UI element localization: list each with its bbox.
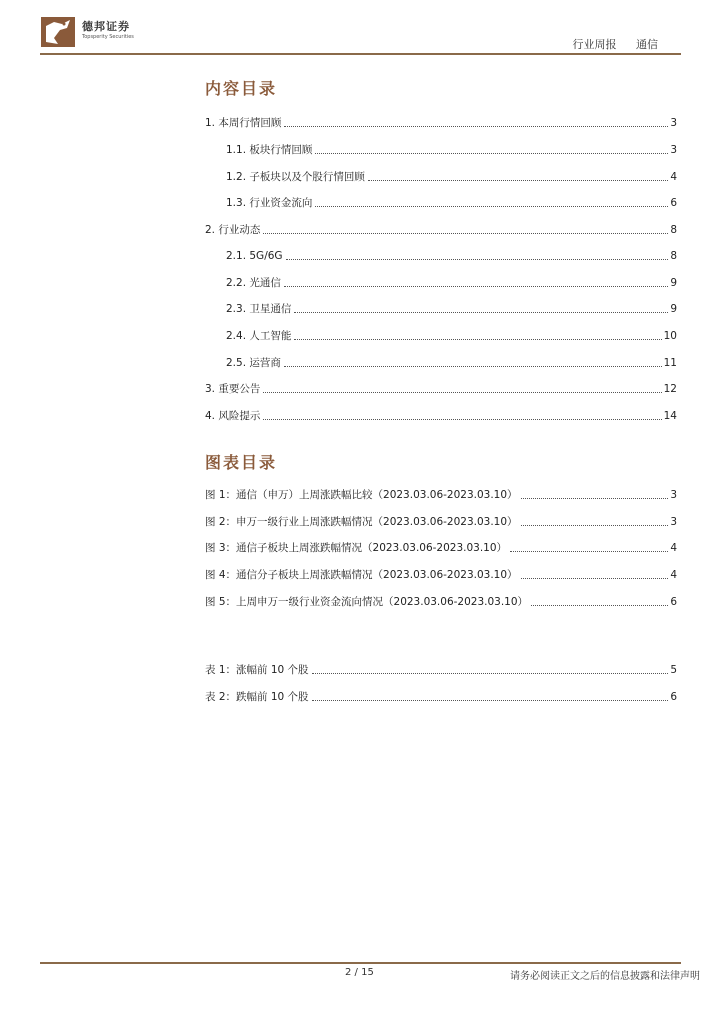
toc-item-page: 3 (670, 144, 677, 156)
toc-leader (294, 312, 668, 313)
toc-item-label: 2.3. 卫星通信 (226, 303, 292, 315)
toc-item[interactable] (226, 249, 677, 263)
report-type-label: 行业周报 (572, 38, 617, 51)
table-item[interactable] (205, 663, 677, 677)
figure-item-page: 3 (670, 489, 677, 501)
toc-item[interactable] (226, 302, 677, 316)
figure-item[interactable] (205, 515, 677, 529)
toc-leader (521, 578, 669, 579)
toc-item-page: 9 (670, 277, 677, 289)
table-item-page: 6 (670, 691, 677, 703)
toc-item-page: 14 (663, 410, 677, 422)
toc-leader (263, 392, 661, 393)
toc-item[interactable] (205, 409, 677, 423)
figure-item[interactable] (205, 568, 677, 582)
toc-item-page: 8 (670, 224, 677, 236)
toc-item-page: 12 (663, 383, 677, 395)
toc-item[interactable] (205, 382, 677, 396)
toc-leader (521, 498, 669, 499)
toc-item-page: 6 (670, 197, 677, 209)
figures-title: 图表目录 (205, 453, 278, 472)
figure-item-page: 4 (670, 569, 677, 581)
toc-leader (286, 259, 669, 260)
table-item-label: 表 2：跌幅前 10 个股 (205, 691, 309, 703)
toc-item-page: 11 (663, 357, 677, 369)
toc-item-label: 2.4. 人工智能 (226, 330, 292, 342)
figure-item[interactable] (205, 595, 677, 609)
toc-item-label: 1.2. 子板块以及个股行情回顾 (226, 171, 365, 183)
toc-item-page: 8 (670, 250, 677, 262)
footer-divider (40, 962, 681, 964)
toc-item-label: 1.1. 板块行情回顾 (226, 144, 313, 156)
disclaimer-note: 请务必阅读正文之后的信息披露和法律声明 (510, 971, 700, 982)
toc-item[interactable] (205, 223, 677, 237)
toc-item-label: 2. 行业动态 (205, 224, 261, 236)
toc-leader (312, 673, 669, 674)
logo-chinese-name: 德邦证券 (82, 20, 130, 33)
figure-item-label: 图 2：申万一级行业上周涨跌幅情况（2023.03.06-2023.03.10） (205, 516, 518, 528)
toc-leader (284, 286, 668, 287)
toc-leader (510, 551, 668, 552)
toc-item-label: 2.5. 运营商 (226, 357, 281, 369)
toc-title: 内容目录 (205, 79, 278, 98)
figure-item-page: 6 (670, 596, 677, 608)
table-item-label: 表 1：涨幅前 10 个股 (205, 664, 309, 676)
toc-leader (294, 339, 661, 340)
industry-label: 通信 (636, 38, 658, 51)
figure-item[interactable] (205, 541, 677, 555)
logo-english-name: Topsperity Securities (82, 34, 134, 40)
toc-leader (521, 525, 669, 526)
toc-item-page: 4 (670, 171, 677, 183)
table-item-page: 5 (670, 664, 677, 676)
toc-item[interactable] (205, 116, 677, 130)
toc-item[interactable] (226, 356, 677, 370)
toc-item-page: 9 (670, 303, 677, 315)
toc-leader (315, 206, 668, 207)
toc-item-label: 1. 本周行情回顾 (205, 117, 282, 129)
toc-leader (312, 700, 669, 701)
figure-item-label: 图 4：通信分子板块上周涨跌幅情况（2023.03.06-2023.03.10） (205, 569, 518, 581)
company-logo (40, 14, 140, 52)
figure-item-label: 图 3：通信子板块上周涨跌幅情况（2023.03.06-2023.03.10） (205, 542, 508, 554)
page-number: 2 / 15 (345, 967, 374, 978)
figure-item-page: 4 (670, 542, 677, 554)
header-divider (40, 53, 681, 55)
logo-mark-icon (40, 14, 76, 50)
toc-item-label: 2.2. 光通信 (226, 277, 281, 289)
toc-item[interactable] (226, 143, 677, 157)
toc-item[interactable] (226, 276, 677, 290)
toc-item[interactable] (226, 196, 677, 210)
toc-item[interactable] (226, 329, 677, 343)
toc-item-page: 10 (663, 330, 677, 342)
toc-item-label: 2.1. 5G/6G (226, 250, 283, 262)
header-tags (573, 36, 659, 52)
toc-leader (263, 233, 668, 234)
toc-item-page: 3 (670, 117, 677, 129)
toc-item[interactable] (226, 170, 677, 184)
toc-leader (263, 419, 661, 420)
toc-item-label: 3. 重要公告 (205, 383, 261, 395)
toc-leader (315, 153, 668, 154)
toc-leader (531, 605, 668, 606)
toc-item-label: 1.3. 行业资金流向 (226, 197, 313, 209)
toc-leader (368, 180, 668, 181)
figure-item-page: 3 (670, 516, 677, 528)
figure-item[interactable] (205, 488, 677, 502)
table-item[interactable] (205, 690, 677, 704)
figure-item-label: 图 5：上周申万一级行业资金流向情况（2023.03.06-2023.03.10） (205, 596, 529, 608)
figure-item-label: 图 1：通信（申万）上周涨跌幅比较（2023.03.06-2023.03.10） (205, 489, 518, 501)
toc-leader (284, 366, 662, 367)
toc-item-label: 4. 风险提示 (205, 410, 261, 422)
toc-leader (284, 126, 668, 127)
